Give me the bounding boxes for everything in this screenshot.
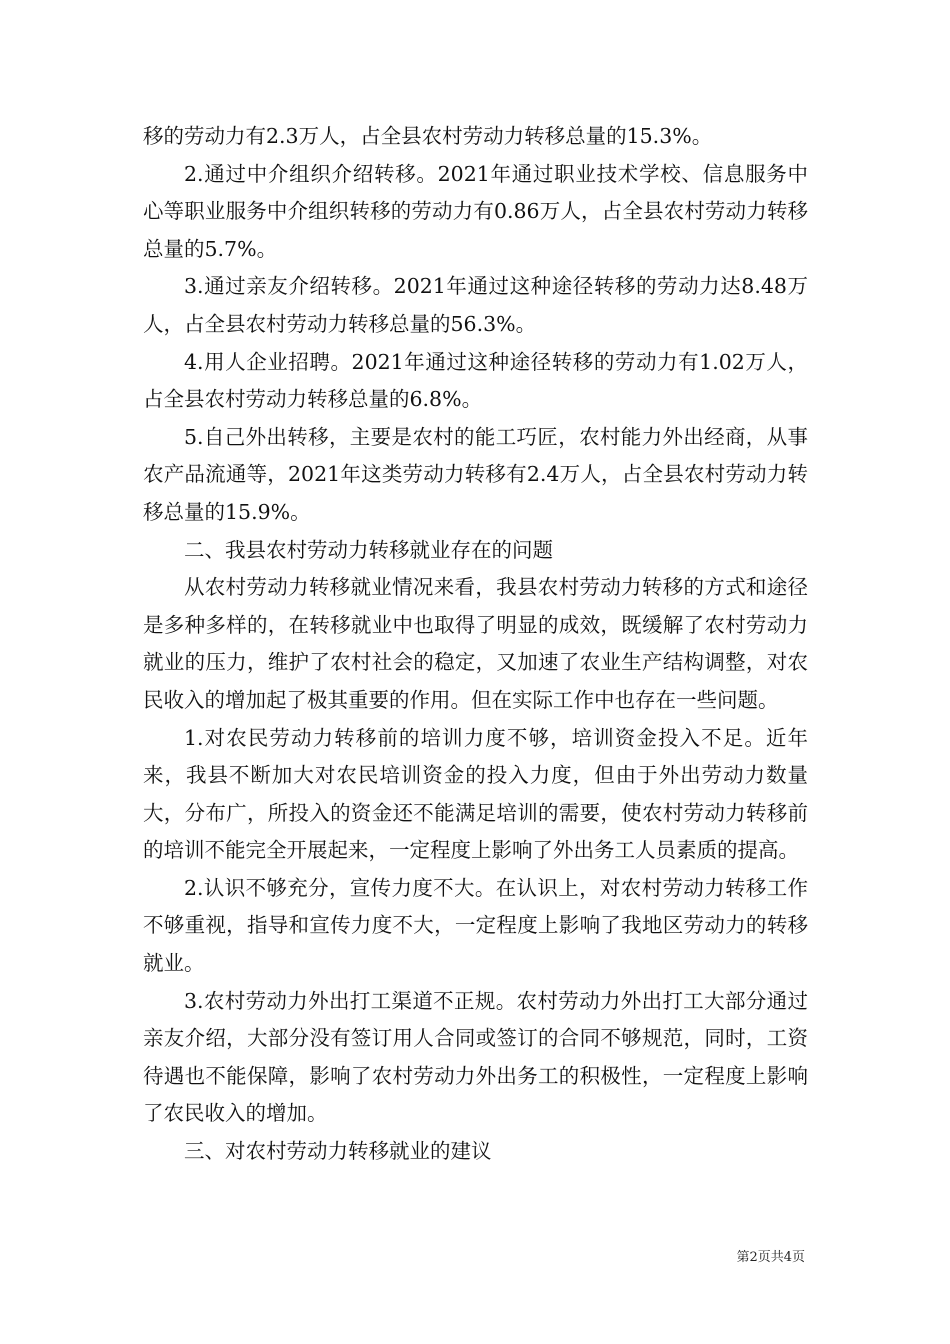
paragraph-item-3-relatives: 3.通过亲友介绍转移。2021年通过这种途径转移的劳动力达8.48万人，占全县农村劳动力转移总量的56.3%。 bbox=[143, 274, 808, 336]
paragraph-continuation: 移的劳动力有2.3万人，占全县农村劳动力转移总量的15.3%。 bbox=[143, 124, 713, 148]
section-heading-problems: 二、我县农村劳动力转移就业存在的问题 bbox=[184, 537, 553, 562]
paragraph-item-4-recruitment: 4.用人企业招聘。2021年通过这种途径转移的劳动力有1.02万人，占全县农村劳动力转移总量的6.8%。 bbox=[143, 349, 808, 412]
paragraph-problem-3-channels: 3.农村劳动力外出打工渠道不正规。农村劳动力外出打工大部分通过亲友介绍，大部分没有签订用人合同或签订的合同不够规范，同时，工资待遇也不能保障，影响了农村劳动力外出务工的积极性，一定程度上影响了农民收入的增加。 bbox=[143, 988, 808, 1126]
paragraph-item-5-self-migration: 5.自己外出转移，主要是农村的能工巧匠，农村能力外出经商，从事农产品流通等，2021年这类劳动力转移有2.4万人，占全县农村劳动力转移总量的15.9%。 bbox=[143, 424, 808, 524]
paragraph-problem-2-awareness: 2.认识不够充分，宣传力度不大。在认识上，对农村劳动力转移工作不够重视，指导和宣传力度不大，一定程度上影响了我地区劳动力的转移就业。 bbox=[143, 875, 808, 976]
paragraph-problems-intro: 从农村劳动力转移就业情况来看，我县农村劳动力转移的方式和途径是多种多样的，在转移就业中也取得了明显的成效，既缓解了农村劳动力就业的压力，维护了农村社会的稳定，又加速了农业生产结构调整，对农民收入的增加起了极其重要的作用。但在实际工作中也存在一些问题。 bbox=[143, 575, 808, 712]
paragraph-problem-1-training: 1.对农民劳动力转移前的培训力度不够，培训资金投入不足。近年来，我县不断加大对农民培训资金的投入力度，但由于外出劳动力数量大，分布广，所投入的资金还不能满足培训的需要，使农村劳动力转移前的培训不能完全开展起来，一定程度上影响了外出务工人员素质的提高。 bbox=[143, 725, 808, 863]
paragraph-item-2-intermediary: 2.通过中介组织介绍转移。2021年通过职业技术学校、信息服务中心等职业服务中介组织转移的劳动力有0.86万人，占全县农村劳动力转移总量的5.7%。 bbox=[143, 161, 808, 261]
section-heading-suggestions: 三、对农村劳动力转移就业的建议 bbox=[184, 1139, 492, 1164]
document-body bbox=[143, 118, 808, 1171]
page-number-footer: 第2页共4页 bbox=[736, 1250, 805, 1265]
